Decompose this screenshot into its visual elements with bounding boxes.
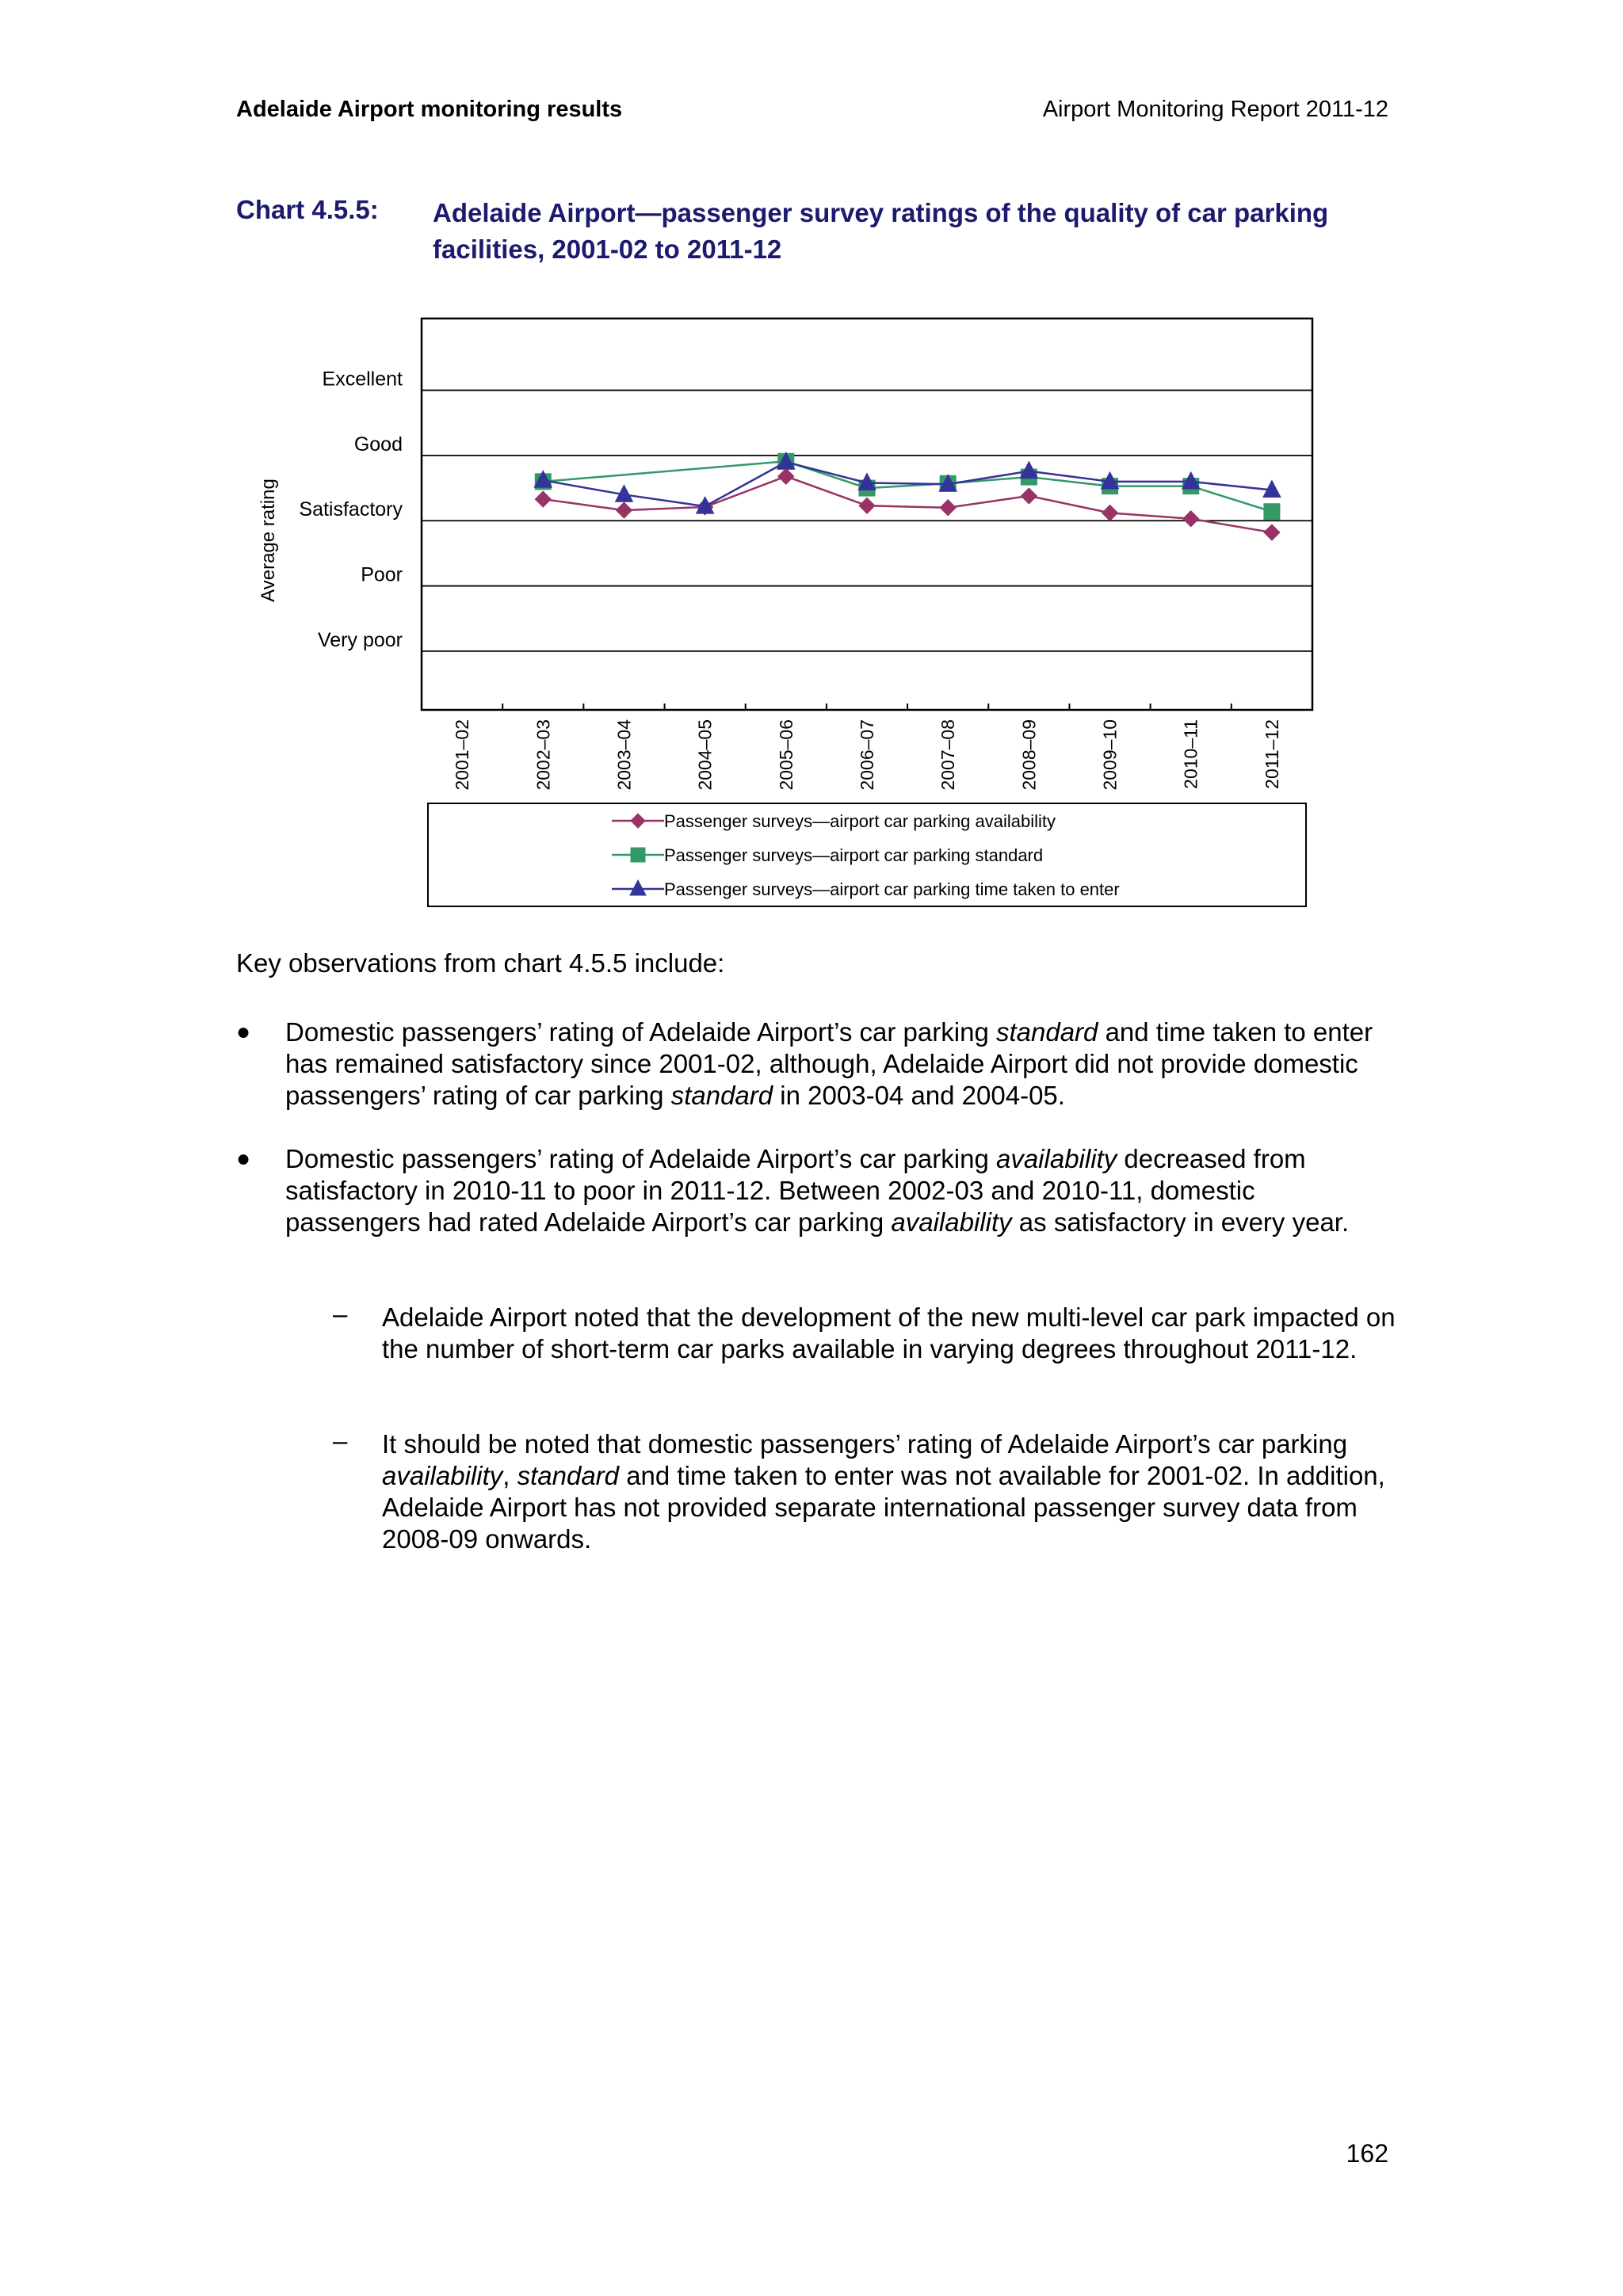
x-tick-label: 2011–12 [1261,719,1282,789]
x-tick-label: 2002–03 [533,719,554,791]
x-tick-label: 2001–02 [452,719,473,791]
sub-paragraph-1: Adelaide Airport noted that the development of the new multi-level car park impacted on the number of short-term car parks available in varying degrees throughout 2011-12. [382,1302,1396,1363]
observations-intro: Key observations from chart 4.5.5 include: [236,948,725,978]
x-tick-label: 2007–08 [938,719,959,791]
y-tick-label: Excellent [322,368,403,391]
legend-marker-square [631,848,645,862]
header-report-title: Airport Monitoring Report 2011-12 [1042,97,1388,122]
legend-label: Passenger surveys—airport car parking time taken to enter [664,879,1120,899]
y-axis-title: Average rating [258,479,279,602]
chart-number: Chart 4.5.5: [236,195,379,224]
y-tick-label: Poor [361,563,403,586]
bullet-marker-2: ● [236,1146,251,1172]
bullet-paragraph-1: Domestic passengers’ rating of Adelaide Airport’s car parking standard and time taken to enter has remained satisfactory since 2001-02, although, Adelaide Airport did not provide domestic passengers’ rating of car parking standard in 2003-04 and 2004-05. [285,1017,1373,1110]
x-tick-label: 2004–05 [694,719,716,791]
x-tick-label: 2006–07 [857,719,877,791]
bullet-marker-1: ● [236,1019,251,1045]
x-tick-label: 2010–11 [1180,719,1201,789]
dash-marker-1: – [333,1299,348,1329]
y-tick-label: Good [353,433,403,456]
line-chart [0,0,1623,935]
dash-marker-2: – [333,1426,348,1455]
x-tick-label: 2005–06 [775,719,796,791]
x-tick-label: 2008–09 [1018,719,1040,791]
page-number: 162 [1346,2139,1388,2168]
header-section-title: Adelaide Airport monitoring results [236,97,623,122]
bullet-paragraph-2: Domestic passengers’ rating of Adelaide Airport’s car parking availability decreased from satisfactory in 2010-11 to poor in 2011-12. Between 2002-03 and 2010-11, domestic passengers had rated Adelaide Airport’s car parking availability as satisfactory in every year. [285,1144,1350,1237]
y-tick-label: Very poor [317,628,403,651]
x-tick-label: 2003–04 [613,719,635,791]
sub-paragraph-2: It should be noted that domestic passengers’ rating of Adelaide Airport’s car parking availability, standard and time taken to enter was not available for 2001-02. In addition, Adelaide Airport has not provided separate international passenger survey data from 2008-09 onwards. [382,1429,1385,1554]
chart-title: Adelaide Airport—passenger survey ratings of the quality of car parking facilities, 2001-02 to 2011-12 [433,198,1329,264]
legend-label: Passenger surveys—airport car parking availability [664,811,1056,831]
data-point-square [1264,504,1280,520]
legend-label: Passenger surveys—airport car parking standard [664,845,1044,865]
x-tick-label: 2009–10 [1099,719,1121,791]
y-tick-label: Satisfactory [299,498,403,521]
